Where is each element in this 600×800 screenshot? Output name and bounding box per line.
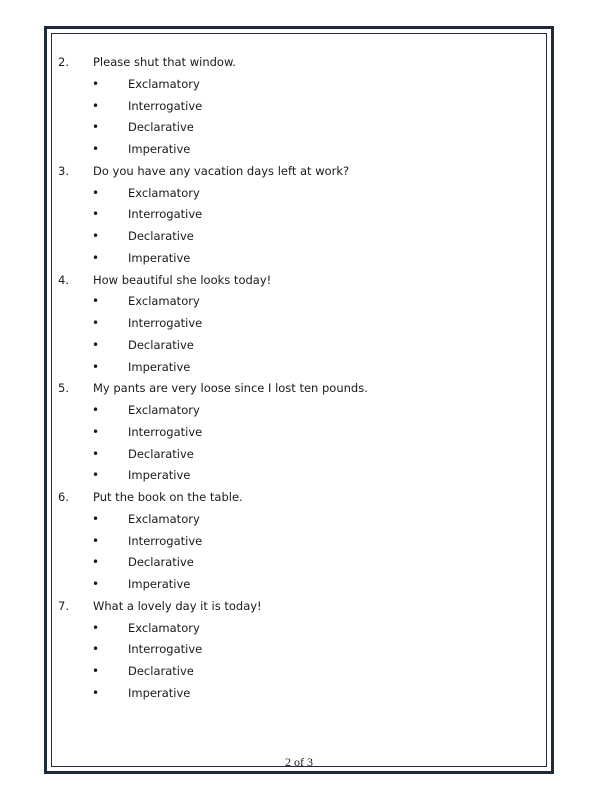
bullet-icon: • (92, 229, 100, 243)
question-text: Do you have any vacation days left at work? (93, 164, 350, 178)
bullet-icon: • (92, 425, 100, 439)
question-text: How beautiful she looks today! (93, 273, 272, 287)
question-text: Put the book on the table. (93, 490, 243, 504)
page-border-inner (51, 33, 547, 767)
question-number: 4. (58, 273, 69, 287)
option-label: Declarative (128, 664, 194, 678)
bullet-icon: • (92, 99, 100, 113)
worksheet-content (52, 34, 546, 769)
bullet-icon: • (92, 534, 100, 548)
option-label: Interrogative (128, 207, 203, 221)
option-label: Imperative (128, 251, 191, 265)
bullet-icon: • (92, 555, 100, 569)
question-text: My pants are very loose since I lost ten pounds. (93, 381, 368, 395)
bullet-icon: • (92, 294, 100, 308)
bullet-icon: • (92, 251, 100, 265)
option-label: Declarative (128, 338, 194, 352)
bullet-icon: • (92, 468, 100, 482)
bullet-icon: • (92, 642, 100, 656)
question-number: 7. (58, 599, 69, 613)
option-label: Declarative (128, 555, 194, 569)
option-label: Declarative (128, 447, 194, 461)
bullet-icon: • (92, 338, 100, 352)
option-label: Imperative (128, 686, 191, 700)
option-label: Interrogative (128, 316, 203, 330)
question-number: 5. (58, 381, 69, 395)
bullet-icon: • (92, 207, 100, 221)
option-label: Interrogative (128, 99, 203, 113)
question-number: 6. (58, 490, 69, 504)
question-text: What a lovely day it is today! (93, 599, 262, 613)
question-number: 3. (58, 164, 69, 178)
option-label: Exclamatory (128, 512, 200, 526)
page-number: 2 of 3 (285, 755, 313, 769)
bullet-icon: • (92, 403, 100, 417)
option-label: Imperative (128, 142, 191, 156)
question-text: Please shut that window. (93, 55, 236, 69)
bullet-icon: • (92, 120, 100, 134)
option-label: Imperative (128, 468, 191, 482)
option-label: Exclamatory (128, 294, 200, 308)
bullet-icon: • (92, 664, 100, 678)
option-label: Exclamatory (128, 186, 200, 200)
option-label: Interrogative (128, 534, 203, 548)
bullet-icon: • (92, 77, 100, 91)
bullet-icon: • (92, 577, 100, 591)
bullet-icon: • (92, 512, 100, 526)
option-label: Declarative (128, 120, 194, 134)
option-label: Exclamatory (128, 77, 200, 91)
option-label: Exclamatory (128, 621, 200, 635)
bullet-icon: • (92, 447, 100, 461)
bullet-icon: • (92, 360, 100, 374)
option-label: Interrogative (128, 425, 203, 439)
question-number: 2. (58, 55, 69, 69)
option-label: Exclamatory (128, 403, 200, 417)
option-label: Imperative (128, 577, 191, 591)
bullet-icon: • (92, 142, 100, 156)
page-border-outer (44, 26, 554, 774)
option-label: Interrogative (128, 642, 203, 656)
bullet-icon: • (92, 316, 100, 330)
bullet-icon: • (92, 186, 100, 200)
bullet-icon: • (92, 686, 100, 700)
bullet-icon: • (92, 621, 100, 635)
option-label: Declarative (128, 229, 194, 243)
option-label: Imperative (128, 360, 191, 374)
